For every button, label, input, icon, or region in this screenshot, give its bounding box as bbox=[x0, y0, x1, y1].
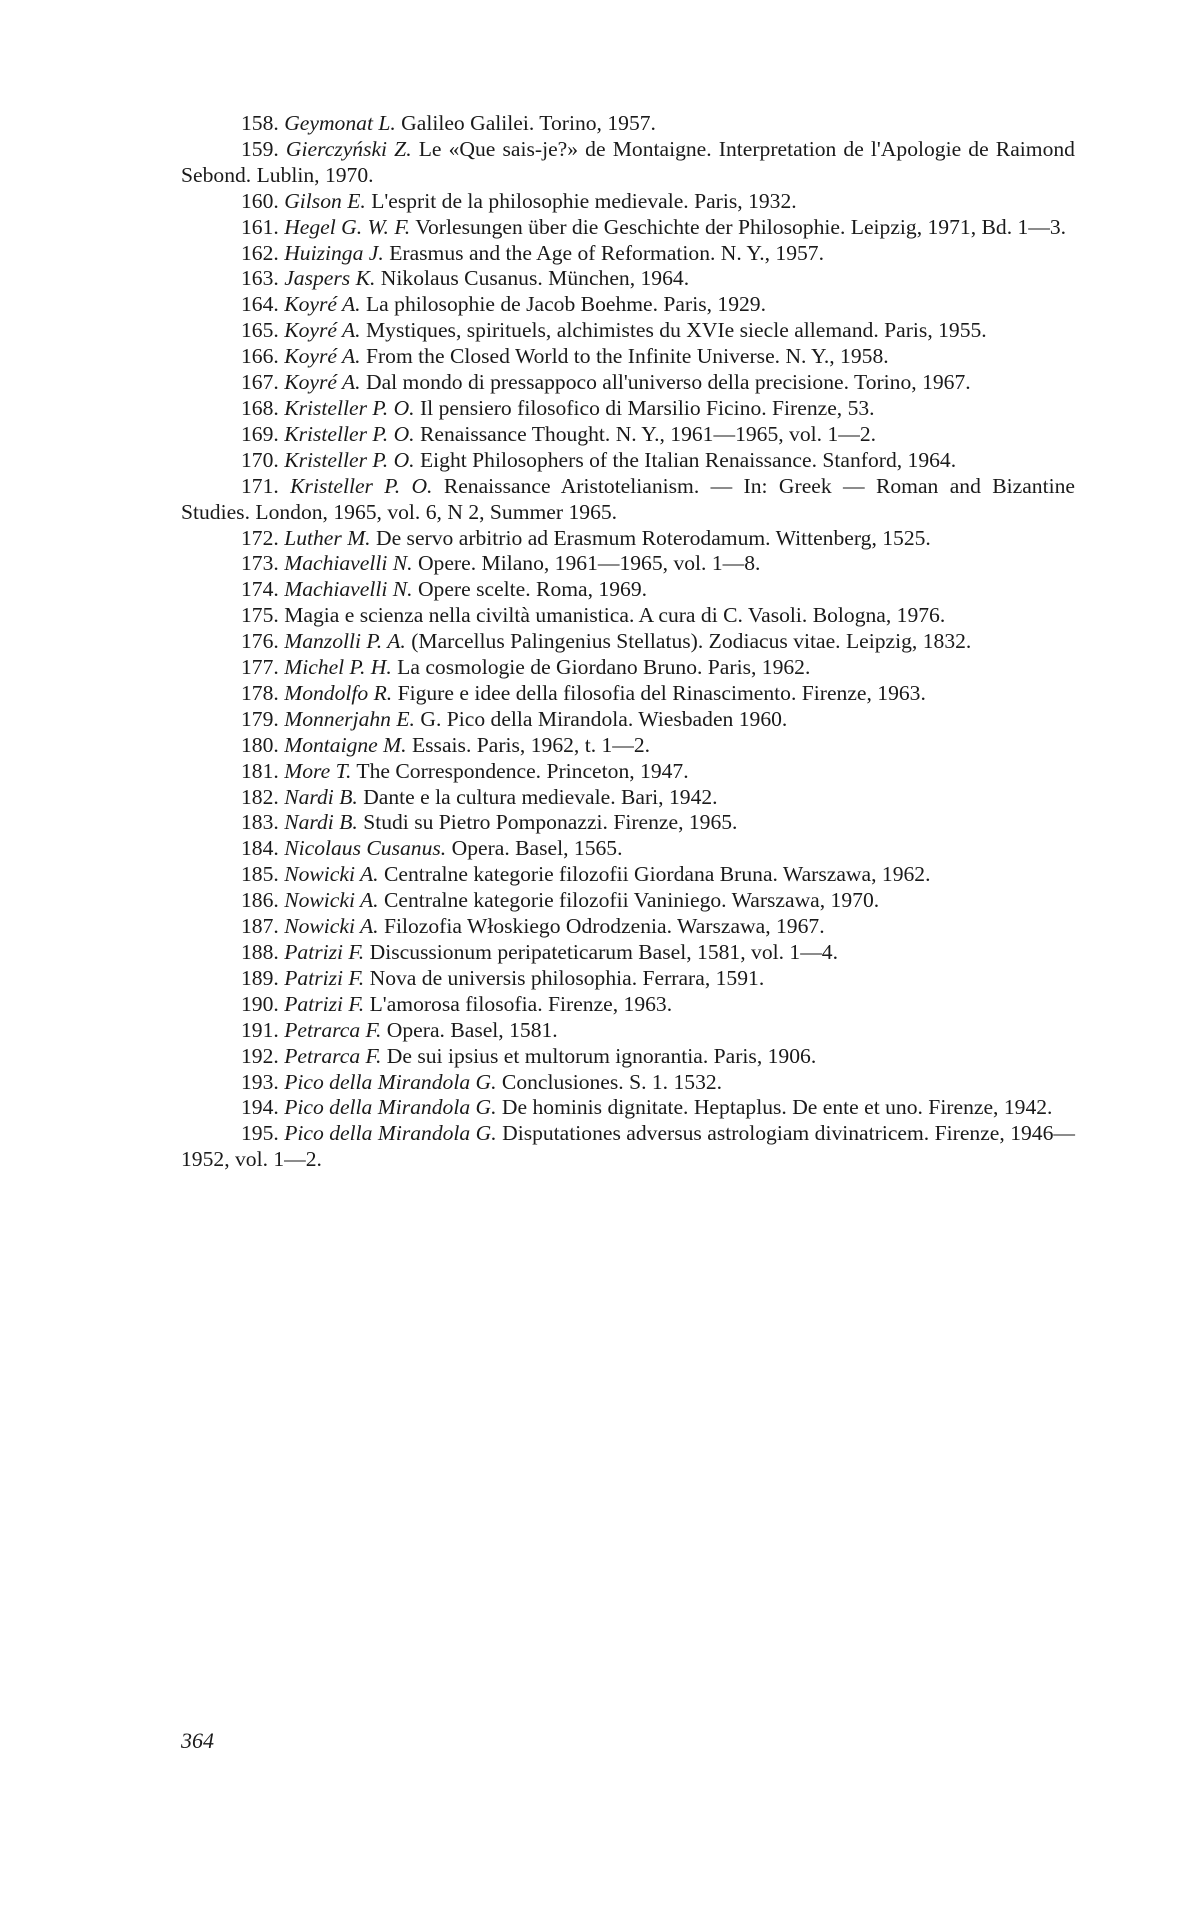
entry-author: Gilson E. bbox=[284, 188, 366, 213]
entry-text: Opera. Basel, 1581. bbox=[386, 1017, 558, 1042]
entry-text: Nikolaus Cusanus. München, 1964. bbox=[380, 266, 690, 291]
entry-number: 177. bbox=[241, 655, 279, 680]
entry-author: Machiavelli N. bbox=[284, 577, 413, 602]
entry-author: Koyré A. bbox=[284, 292, 361, 317]
entry-text: De sui ipsius et multorum ignorantia. Paris, 1906. bbox=[386, 1043, 817, 1068]
entry-number: 167. bbox=[241, 370, 279, 395]
bibliography-entry bbox=[181, 241, 1075, 267]
entry-text: Centralne kategorie filozofii Vaniniego. Warszawa, 1970. bbox=[383, 888, 880, 913]
entry-number: 181. bbox=[241, 758, 279, 783]
bibliography-entry bbox=[181, 681, 1075, 707]
entry-number: 162. bbox=[241, 240, 279, 265]
entry-author: Machiavelli N. bbox=[284, 551, 413, 576]
bibliography-entry bbox=[181, 266, 1075, 292]
entry-author: Mondolfo R. bbox=[284, 680, 393, 705]
entry-text: Renaissance Thought. N. Y., 1961—1965, vol. 1—2. bbox=[419, 421, 877, 446]
entry-number: 178. bbox=[241, 680, 279, 705]
bibliography-entry bbox=[181, 526, 1075, 552]
bibliography-entry bbox=[181, 785, 1075, 811]
entry-text: Magia e scienza nella civiltà umanistica. A cura di C. Vasoli. Bologna, 1976. bbox=[284, 603, 946, 628]
entry-number: 161. bbox=[241, 214, 279, 239]
entry-number: 159. bbox=[241, 136, 279, 161]
entry-text: Figure e idee della filosofia del Rinascimento. Firenze, 1963. bbox=[397, 680, 926, 705]
entry-text: Centralne kategorie filozofii Giordana Bruna. Warszawa, 1962. bbox=[383, 862, 931, 887]
entry-author: Nowicki A. bbox=[284, 862, 379, 887]
entry-author: Patrizi F. bbox=[284, 940, 365, 964]
entry-number: 174. bbox=[241, 577, 279, 602]
bibliography-entry bbox=[181, 914, 1075, 940]
entry-number: 172. bbox=[241, 525, 279, 550]
bibliography-entry bbox=[181, 318, 1075, 344]
entry-author: Jaspers K. bbox=[284, 266, 376, 291]
bibliography-entry bbox=[181, 551, 1075, 577]
bibliography-entry bbox=[181, 1070, 1075, 1096]
bibliography-entry bbox=[181, 215, 1075, 241]
entry-text: Vorlesungen über die Geschichte der Philosophie. Leipzig, 1971, Bd. 1—3. bbox=[415, 214, 1067, 239]
entry-author: Manzolli P. A. bbox=[284, 629, 406, 654]
entry-author: Nicolaus Cusanus. bbox=[284, 836, 447, 861]
entry-text: La philosophie de Jacob Boehme. Paris, 1929. bbox=[365, 292, 766, 317]
entry-text: Mystiques, spirituels, alchimistes du XVIe siecle allemand. Paris, 1955. bbox=[365, 318, 987, 343]
bibliography-entry bbox=[181, 111, 1075, 137]
entry-author: Huizinga J. bbox=[284, 240, 384, 265]
entry-number: 169. bbox=[241, 421, 279, 446]
entry-author: Petrarca F. bbox=[284, 1043, 382, 1068]
entry-number: 175. bbox=[241, 603, 279, 628]
entry-author: Nowicki A. bbox=[284, 914, 379, 939]
bibliography-list bbox=[181, 111, 1075, 1173]
entry-text: De hominis dignitate. Heptaplus. De ente et uno. Firenze, 1942. bbox=[501, 1095, 1053, 1120]
entry-number: 180. bbox=[241, 732, 279, 757]
entry-text: Galileo Galilei. Torino, 1957. bbox=[401, 111, 656, 135]
entry-text: The Correspondence. Princeton, 1947. bbox=[356, 758, 689, 783]
entry-author: Montaigne M. bbox=[284, 732, 407, 757]
entry-number: 183. bbox=[241, 810, 279, 835]
entry-text: Eight Philosophers of the Italian Renaissance. Stanford, 1964. bbox=[419, 447, 957, 472]
entry-text: Erasmus and the Age of Reformation. N. Y., 1957. bbox=[389, 240, 824, 265]
bibliography-entry bbox=[181, 137, 1075, 189]
entry-number: 191. bbox=[241, 1017, 279, 1042]
entry-author: Nardi B. bbox=[284, 784, 358, 809]
bibliography-entry bbox=[181, 733, 1075, 759]
entry-text: G. Pico della Mirandola. Wiesbaden 1960. bbox=[420, 706, 788, 731]
bibliography-entry bbox=[181, 966, 1075, 992]
entry-author: Patrizi F. bbox=[284, 965, 365, 990]
entry-author: Koyré A. bbox=[284, 318, 361, 343]
bibliography-entry bbox=[181, 862, 1075, 888]
entry-author: Michel P. H. bbox=[284, 655, 392, 680]
entry-number: 164. bbox=[241, 292, 279, 317]
entry-text: De servo arbitrio ad Erasmum Roterodamum. Wittenberg, 1525. bbox=[375, 525, 931, 550]
bibliography-entry bbox=[181, 1018, 1075, 1044]
entry-number: 189. bbox=[241, 965, 279, 990]
entry-number: 193. bbox=[241, 1069, 279, 1094]
entry-author: Gierczyński Z. bbox=[285, 136, 412, 161]
entry-author: Luther M. bbox=[284, 525, 371, 550]
entry-number: 179. bbox=[241, 706, 279, 731]
entry-author: Kristeller P. O. bbox=[284, 447, 415, 472]
entry-text: L'amorosa filosofia. Firenze, 1963. bbox=[369, 991, 673, 1016]
entry-text: Dante e la cultura medievale. Bari, 1942. bbox=[363, 784, 718, 809]
entry-number: 160. bbox=[241, 188, 279, 213]
entry-text: Il pensiero filosofico di Marsilio Ficino. Firenze, 53. bbox=[419, 395, 875, 420]
entry-number: 173. bbox=[241, 551, 279, 576]
bibliography-entry bbox=[181, 655, 1075, 681]
entry-author: Pico della Mirandola G. bbox=[284, 1121, 497, 1146]
entry-author: Petrarca F. bbox=[284, 1017, 382, 1042]
entry-number: 158. bbox=[241, 111, 279, 135]
entry-author: Kristeller P. O. bbox=[284, 421, 415, 446]
entry-text: Opere. Milano, 1961—1965, vol. 1—8. bbox=[417, 551, 761, 576]
entry-author: Kristeller P. O. bbox=[284, 395, 415, 420]
entry-number: 163. bbox=[241, 266, 279, 291]
entry-text: Dal mondo di pressappoco all'universo della precisione. Torino, 1967. bbox=[365, 370, 971, 395]
bibliography-entry bbox=[181, 396, 1075, 422]
entry-number: 170. bbox=[241, 447, 279, 472]
entry-number: 171. bbox=[241, 473, 279, 498]
bibliography-entry bbox=[181, 940, 1075, 966]
entry-text: Essais. Paris, 1962, t. 1—2. bbox=[411, 732, 651, 757]
entry-author: Koyré A. bbox=[284, 344, 361, 369]
entry-number: 185. bbox=[241, 862, 279, 887]
entry-text: Discussionum peripateticarum Basel, 1581, vol. 1—4. bbox=[369, 940, 838, 964]
entry-number: 176. bbox=[241, 629, 279, 654]
entry-number: 188. bbox=[241, 940, 279, 964]
bibliography-entry bbox=[181, 370, 1075, 396]
entry-author: Pico della Mirandola G. bbox=[284, 1069, 497, 1094]
bibliography-entry bbox=[181, 1121, 1075, 1173]
entry-text: (Marcellus Palingenius Stellatus). Zodiacus vitae. Leipzig, 1832. bbox=[411, 629, 972, 654]
entry-number: 187. bbox=[241, 914, 279, 939]
bibliography-entry bbox=[181, 422, 1075, 448]
entry-number: 195. bbox=[241, 1121, 279, 1146]
bibliography-entry bbox=[181, 888, 1075, 914]
bibliography-entry bbox=[181, 1044, 1075, 1070]
bibliography-entry bbox=[181, 344, 1075, 370]
entry-number: 166. bbox=[241, 344, 279, 369]
bibliography-entry bbox=[181, 810, 1075, 836]
entry-text: Conclusiones. S. 1. 1532. bbox=[501, 1069, 723, 1094]
bibliography-entry bbox=[181, 629, 1075, 655]
entry-text: Filozofia Włoskiego Odrodzenia. Warszawa, 1967. bbox=[383, 914, 825, 939]
bibliography-entry bbox=[181, 1095, 1075, 1121]
entry-text: L'esprit de la philosophie medievale. Paris, 1932. bbox=[371, 188, 797, 213]
entry-number: 186. bbox=[241, 888, 279, 913]
entry-author: Monnerjahn E. bbox=[284, 706, 415, 731]
entry-author: Nowicki A. bbox=[284, 888, 379, 913]
entry-number: 184. bbox=[241, 836, 279, 861]
bibliography-entry bbox=[181, 707, 1075, 733]
bibliography-entry bbox=[181, 189, 1075, 215]
bibliography-entry bbox=[181, 474, 1075, 526]
page-number: 364 bbox=[181, 1728, 214, 1753]
entry-author: Kristeller P. O. bbox=[290, 473, 433, 498]
entry-text: Nova de universis philosophia. Ferrara, 1591. bbox=[369, 965, 765, 990]
entry-number: 165. bbox=[241, 318, 279, 343]
entry-number: 182. bbox=[241, 784, 279, 809]
entry-text: Disputationes adversus astrologiam divinatricem. Firenze, 1946—1952, vol. 1—2. bbox=[181, 1121, 1075, 1172]
bibliography-entry bbox=[181, 759, 1075, 785]
entry-author: More T. bbox=[284, 758, 352, 783]
entry-number: 168. bbox=[241, 395, 279, 420]
entry-author: Pico della Mirandola G. bbox=[284, 1095, 497, 1120]
entry-number: 190. bbox=[241, 991, 279, 1016]
entry-author: Patrizi F. bbox=[284, 991, 365, 1016]
entry-author: Hegel G. W. F. bbox=[284, 214, 411, 239]
entry-author: Koyré A. bbox=[284, 370, 361, 395]
entry-text: From the Closed World to the Infinite Universe. N. Y., 1958. bbox=[365, 344, 889, 369]
entry-author: Nardi B. bbox=[284, 810, 358, 835]
entry-author: Geymonat L. bbox=[284, 111, 396, 135]
entry-text: La cosmologie de Giordano Bruno. Paris, 1962. bbox=[397, 655, 811, 680]
entry-number: 194. bbox=[241, 1095, 279, 1120]
entry-text: Le «Que sais-je?» de Montaigne. Interpretation de l'Apologie de Raimond Sebond. Lublin, 1970. bbox=[181, 136, 1075, 187]
entry-text: Studi su Pietro Pomponazzi. Firenze, 1965. bbox=[363, 810, 738, 835]
bibliography-entry bbox=[181, 448, 1075, 474]
entry-number: 192. bbox=[241, 1043, 279, 1068]
bibliography-entry bbox=[181, 992, 1075, 1018]
entry-text: Renaissance Aristotelianism. — In: Greek — Roman and Bizantine Studies. London, 1965, vol. 6, N 2, Summer 1965. bbox=[181, 473, 1075, 524]
bibliography-entry bbox=[181, 603, 1075, 629]
bibliography-entry bbox=[181, 577, 1075, 603]
bibliography-entry bbox=[181, 292, 1075, 318]
entry-text: Opera. Basel, 1565. bbox=[451, 836, 623, 861]
bibliography-entry bbox=[181, 836, 1075, 862]
entry-text: Opere scelte. Roma, 1969. bbox=[417, 577, 648, 602]
